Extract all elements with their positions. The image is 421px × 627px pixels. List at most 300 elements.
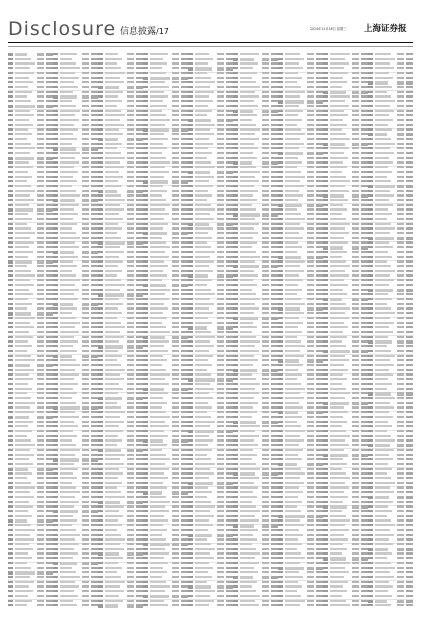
table-cell <box>181 58 188 60</box>
table-cell <box>195 284 207 286</box>
table-cell <box>323 411 328 413</box>
table-cell <box>285 204 302 207</box>
table-cell <box>195 138 209 140</box>
table-cell <box>262 543 269 545</box>
table-cell <box>8 369 13 371</box>
table-cell <box>316 86 323 88</box>
table-cell <box>217 260 224 262</box>
table-cell <box>397 67 404 69</box>
table-row <box>8 100 53 102</box>
table-cell <box>278 421 283 423</box>
table-cell <box>307 600 314 602</box>
table-cell <box>188 458 193 460</box>
table-row <box>8 72 53 74</box>
table-cell <box>53 369 58 371</box>
table-cell <box>127 279 134 281</box>
table-row <box>233 355 278 357</box>
table-cell <box>262 161 269 164</box>
table-cell <box>285 176 305 178</box>
table-row <box>143 289 188 291</box>
table-cell <box>330 58 345 60</box>
table-cell <box>60 81 74 83</box>
table-cell <box>46 124 53 126</box>
table-cell <box>53 567 58 569</box>
table-cell <box>316 213 323 215</box>
table-row <box>323 416 368 418</box>
table-cell <box>91 430 98 432</box>
table-cell <box>233 223 238 225</box>
table-row <box>53 95 98 97</box>
table-cell <box>188 604 193 606</box>
table-cell <box>352 218 359 220</box>
table-cell <box>307 279 314 281</box>
table-row <box>143 496 188 498</box>
table-cell <box>60 397 72 399</box>
table-cell <box>136 548 143 550</box>
table-cell <box>330 421 347 423</box>
table-row <box>233 317 278 319</box>
table-row <box>278 143 323 145</box>
table-cell <box>285 482 304 484</box>
table-row <box>98 425 143 427</box>
table-cell <box>278 194 283 196</box>
table-cell <box>330 138 350 140</box>
table-row <box>323 557 368 559</box>
listing-column <box>188 53 232 609</box>
table-cell <box>188 91 193 93</box>
table-cell <box>181 364 188 366</box>
table-cell <box>150 166 165 168</box>
table-row <box>143 543 188 545</box>
table-cell <box>262 241 269 243</box>
table-cell <box>240 256 260 258</box>
table-cell <box>127 218 134 220</box>
table-row <box>368 72 413 74</box>
table-cell <box>271 454 278 456</box>
table-cell <box>98 227 103 229</box>
table-row <box>233 486 278 488</box>
table-cell <box>15 81 33 83</box>
table-row <box>98 340 143 342</box>
table-cell <box>217 128 224 130</box>
table-cell <box>105 303 123 305</box>
table-cell <box>271 524 278 527</box>
table-cell <box>262 496 269 498</box>
table-cell <box>53 355 58 358</box>
table-cell <box>37 62 44 64</box>
table-row <box>53 515 98 517</box>
table-cell <box>188 567 193 569</box>
table-cell <box>181 600 188 602</box>
table-cell <box>46 505 53 507</box>
table-cell <box>316 373 323 375</box>
table-row <box>278 519 323 521</box>
table-cell <box>361 604 368 606</box>
table-cell <box>98 510 103 512</box>
table-row <box>53 100 98 102</box>
table-row <box>98 298 143 300</box>
table-cell <box>285 538 298 540</box>
table-cell <box>136 274 143 276</box>
table-cell <box>240 251 256 253</box>
table-cell <box>226 505 233 507</box>
table-cell <box>217 336 224 338</box>
table-row <box>278 524 323 526</box>
table-cell <box>316 571 323 573</box>
table-cell <box>82 345 89 347</box>
table-cell <box>37 515 44 517</box>
table-cell <box>361 95 368 97</box>
table-cell <box>188 303 193 305</box>
table-row <box>143 519 188 521</box>
table-cell <box>150 270 163 272</box>
table-cell <box>53 256 58 258</box>
table-row <box>233 260 278 262</box>
table-cell <box>98 312 103 314</box>
table-row <box>8 585 53 587</box>
table-row <box>188 298 233 300</box>
table-row <box>98 237 143 239</box>
table-row <box>188 557 233 559</box>
table-row <box>368 67 413 69</box>
table-cell <box>60 510 78 513</box>
table-cell <box>60 543 79 545</box>
table-cell <box>195 604 209 606</box>
table-cell <box>37 430 44 432</box>
table-cell <box>195 265 209 267</box>
table-row <box>53 552 98 554</box>
table-cell <box>352 58 359 60</box>
table-cell <box>53 585 58 587</box>
table-cell <box>330 176 346 178</box>
table-cell <box>278 336 283 338</box>
table-cell <box>307 581 314 583</box>
table-cell <box>136 364 143 366</box>
table-cell <box>82 604 89 606</box>
table-cell <box>8 95 13 97</box>
table-cell <box>233 246 238 248</box>
table-cell <box>150 293 165 295</box>
table-row <box>323 62 368 64</box>
table-row <box>53 133 98 135</box>
table-row <box>233 241 278 243</box>
table-cell <box>181 491 188 494</box>
table-row <box>143 425 188 427</box>
table-cell <box>195 340 210 342</box>
table-row <box>8 58 53 60</box>
table-cell <box>240 472 255 475</box>
table-row <box>8 110 53 112</box>
table-row <box>323 468 368 470</box>
table-cell <box>136 562 143 564</box>
table-cell <box>278 62 283 64</box>
table-cell <box>53 152 58 154</box>
table-cell <box>46 486 53 488</box>
table-cell <box>195 194 212 196</box>
table-cell <box>323 147 328 149</box>
table-cell <box>181 246 188 248</box>
table-cell <box>226 307 233 309</box>
table-cell <box>105 552 119 555</box>
table-cell <box>285 383 301 385</box>
table-cell <box>188 81 193 83</box>
table-cell <box>60 388 73 390</box>
table-cell <box>127 171 134 173</box>
table-row <box>53 590 98 592</box>
table-cell <box>240 486 258 488</box>
table-cell <box>278 534 283 536</box>
table-cell <box>105 600 123 602</box>
table-cell <box>262 345 269 347</box>
table-cell <box>46 600 53 602</box>
table-cell <box>361 128 368 130</box>
table-row <box>53 369 98 371</box>
table-cell <box>127 468 134 470</box>
table-cell <box>262 114 269 116</box>
table-cell <box>188 124 193 126</box>
table-cell <box>240 562 259 564</box>
table-cell <box>240 67 253 69</box>
table-cell <box>307 590 314 592</box>
table-cell <box>181 161 188 163</box>
table-cell <box>352 425 359 427</box>
table-cell <box>15 397 31 399</box>
table-cell <box>278 496 283 498</box>
table-row <box>98 345 143 347</box>
table-cell <box>307 491 314 493</box>
table-cell <box>240 576 253 579</box>
table-cell <box>46 538 53 540</box>
table-cell <box>226 119 233 122</box>
table-cell <box>233 307 238 309</box>
table-cell <box>105 454 125 456</box>
table-cell <box>278 110 283 112</box>
table-cell <box>316 557 323 559</box>
table-cell <box>91 67 98 69</box>
table-cell <box>136 350 143 352</box>
table-cell <box>307 534 314 536</box>
table-cell <box>60 458 79 461</box>
table-cell <box>285 364 303 366</box>
table-cell <box>352 256 359 258</box>
table-row <box>53 232 98 234</box>
table-cell <box>352 496 359 498</box>
table-cell <box>271 157 278 159</box>
table-row <box>8 147 53 149</box>
table-cell <box>361 534 368 536</box>
table-row <box>233 322 278 324</box>
table-cell <box>15 468 28 471</box>
table-cell <box>262 491 269 493</box>
table-cell <box>233 190 238 192</box>
table-cell <box>46 161 53 163</box>
table-row <box>53 86 98 88</box>
table-row <box>53 600 98 602</box>
table-cell <box>172 303 179 305</box>
table-cell <box>233 406 238 408</box>
table-cell <box>330 147 349 149</box>
table-cell <box>98 552 103 555</box>
table-cell <box>98 62 103 64</box>
table-row <box>53 571 98 573</box>
table-cell <box>285 246 302 248</box>
table-cell <box>143 439 148 442</box>
table-cell <box>323 289 328 291</box>
table-row <box>53 176 98 178</box>
table-cell <box>150 482 163 484</box>
table-cell <box>105 392 118 394</box>
table-row <box>233 388 278 390</box>
table-cell <box>136 260 143 262</box>
table-cell <box>53 246 58 248</box>
table-row <box>188 477 233 479</box>
table-row <box>143 529 188 531</box>
table-cell <box>271 58 278 61</box>
table-row <box>53 472 98 474</box>
table-cell <box>150 72 166 74</box>
table-cell <box>181 100 188 102</box>
table-row <box>188 251 233 253</box>
table-cell <box>127 143 134 145</box>
table-cell <box>105 557 123 559</box>
table-row <box>233 303 278 305</box>
table-row <box>323 58 368 60</box>
table-row <box>188 501 233 503</box>
table-cell <box>262 256 269 258</box>
table-cell <box>352 458 359 460</box>
table-cell <box>172 548 179 550</box>
table-cell <box>226 430 233 433</box>
table-cell <box>91 185 98 187</box>
table-cell <box>136 454 143 456</box>
table-cell <box>172 392 179 394</box>
table-cell <box>150 491 162 494</box>
table-cell <box>233 538 238 540</box>
table-cell <box>60 585 79 587</box>
table-cell <box>233 279 238 281</box>
table-cell <box>98 519 103 521</box>
table-cell <box>136 486 143 488</box>
table-cell <box>15 567 31 569</box>
table-cell <box>8 435 13 437</box>
table-cell <box>136 463 143 465</box>
table-row <box>8 227 53 229</box>
table-cell <box>307 449 314 451</box>
table-row <box>323 67 368 69</box>
table-cell <box>143 501 148 503</box>
table-row <box>323 463 368 465</box>
table-cell <box>188 378 193 381</box>
table-cell <box>330 161 343 163</box>
table-cell <box>233 53 238 55</box>
table-cell <box>352 529 359 531</box>
table-cell <box>37 110 44 112</box>
table-cell <box>91 194 98 196</box>
table-row <box>8 604 53 606</box>
table-cell <box>278 265 283 267</box>
table-cell <box>217 402 224 404</box>
table-cell <box>307 326 314 328</box>
table-row <box>188 227 233 229</box>
table-cell <box>323 91 328 94</box>
table-row <box>278 552 323 554</box>
table-cell <box>278 355 283 357</box>
table-row <box>323 402 368 404</box>
table-cell <box>91 406 98 409</box>
table-cell <box>278 199 283 201</box>
table-cell <box>143 124 148 126</box>
table-cell <box>37 223 44 225</box>
table-cell <box>127 176 134 178</box>
table-cell <box>271 270 278 272</box>
table-cell <box>330 510 342 512</box>
table-cell <box>37 289 44 291</box>
table-row <box>143 411 188 413</box>
table-row <box>188 378 233 380</box>
table-cell <box>188 388 193 390</box>
table-cell <box>330 223 350 225</box>
table-row <box>278 270 323 272</box>
table-cell <box>240 298 260 300</box>
table-cell <box>307 213 314 215</box>
table-cell <box>46 251 53 253</box>
table-row <box>188 529 233 531</box>
table-row <box>188 119 233 121</box>
table-row <box>323 124 368 126</box>
table-cell <box>188 251 193 253</box>
table-cell <box>60 86 78 88</box>
table-cell <box>143 289 148 291</box>
table-cell <box>195 270 213 272</box>
table-cell <box>233 336 238 338</box>
table-cell <box>105 515 123 517</box>
table-cell <box>188 454 193 456</box>
table-cell <box>226 208 233 210</box>
table-row <box>323 501 368 503</box>
table-cell <box>172 143 179 145</box>
table-cell <box>361 110 368 112</box>
table-cell <box>195 505 215 507</box>
table-row <box>278 138 323 140</box>
table-cell <box>285 326 298 328</box>
table-cell <box>172 416 179 418</box>
table-row <box>188 86 233 88</box>
table-row <box>143 430 188 432</box>
table-cell <box>323 454 328 457</box>
table-cell <box>127 340 134 342</box>
table-cell <box>60 265 77 267</box>
table-row <box>278 251 323 253</box>
table-cell <box>233 482 238 484</box>
table-row <box>143 91 188 93</box>
table-cell <box>98 152 103 154</box>
table-row <box>98 86 143 88</box>
table-cell <box>352 411 359 413</box>
table-cell <box>105 62 117 64</box>
table-cell <box>271 411 278 413</box>
table-cell <box>53 293 58 295</box>
table-cell <box>217 468 224 470</box>
table-cell <box>233 213 238 216</box>
table-cell <box>323 529 328 531</box>
table-cell <box>233 166 238 168</box>
table-row <box>8 350 53 352</box>
table-cell <box>217 373 224 375</box>
table-row <box>8 543 53 545</box>
table-cell <box>53 237 58 239</box>
table-cell <box>143 62 148 64</box>
table-cell <box>37 510 44 512</box>
